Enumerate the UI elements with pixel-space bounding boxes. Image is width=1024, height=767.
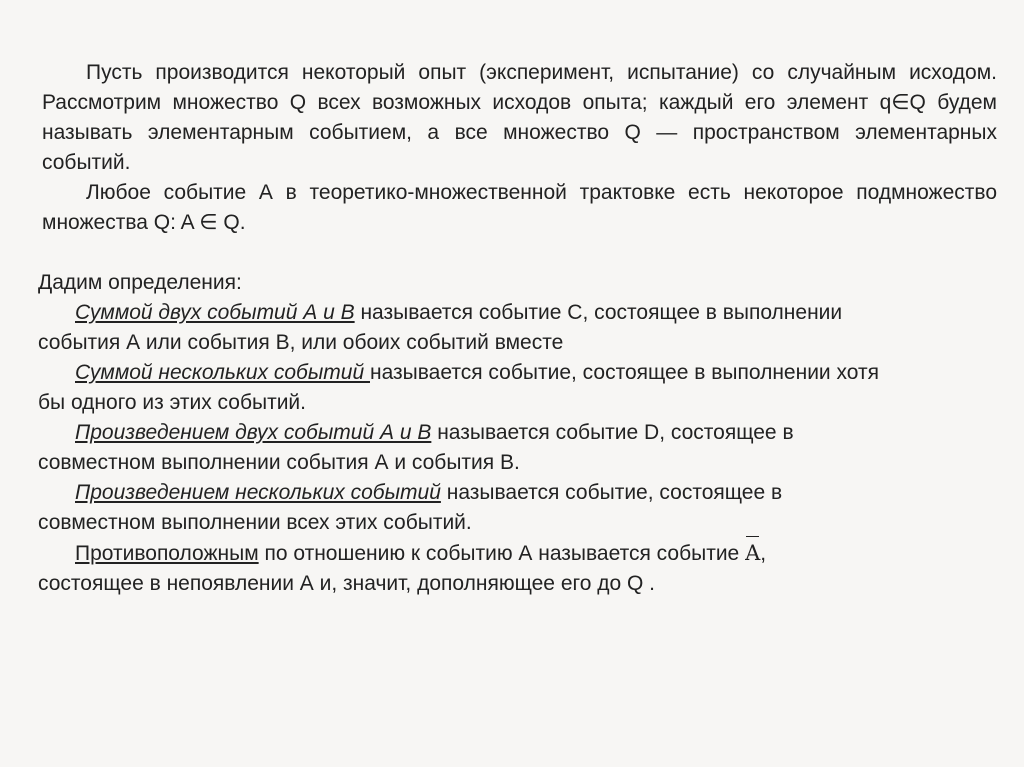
definition-opposite-line2: состоящее в непоявлении А и, значит, дополняющее его до Q . <box>38 572 655 595</box>
definition-product-two-line2: совместном выполнении события А и события В. <box>38 451 520 474</box>
definition-opposite-line1 <box>38 538 983 569</box>
definition-text: называется событие С, состоящее в выполнении <box>354 301 843 324</box>
definition-text: по отношению к событию А называется событие <box>258 542 746 565</box>
a-bar-symbol: A <box>745 538 760 568</box>
definition-term: Произведением двух событий А и В <box>75 421 432 444</box>
definition-term: Произведением нескольких событий <box>75 481 441 504</box>
definition-sum-many-line2: бы одного из этих событий. <box>38 391 306 414</box>
definition-product-two-line1 <box>38 418 983 448</box>
definition-term: Суммой нескольких событий <box>75 361 370 384</box>
definition-sum-two-line2: события А или события В, или обоих событий вместе <box>38 331 564 354</box>
definition-text: называется событие, состоящее в выполнении хотя <box>370 361 879 384</box>
definition-product-many-line1 <box>38 478 983 508</box>
intro-section <box>42 58 997 238</box>
definition-sum-two-line1 <box>38 298 983 328</box>
definition-term: Суммой двух событий А и В <box>75 301 355 324</box>
definition-text-end: , <box>760 542 767 565</box>
definition-product-many-line2: совместном выполнении всех этих событий. <box>38 511 472 534</box>
definition-text: называется событие D, состоящее в <box>431 421 794 444</box>
definition-sum-many-line1 <box>38 358 983 388</box>
definition-term: Противоположным <box>75 542 259 565</box>
definitions-heading: Дадим определения: <box>38 271 242 294</box>
intro-paragraph-1: Пусть производится некоторый опыт (эксперимент, испытание) со случайным исходом. Рассмотрим множество Q всех возможных исходов опыта; каждый его элемент q∈Q будем называть элементарным событием, а все множество Q — пространством элементарных событий. <box>42 61 997 174</box>
definition-text: называется событие, состоящее в <box>440 481 783 504</box>
definitions-section <box>38 268 983 599</box>
intro-paragraph-2: Любое событие А в теоретико-множественной трактовке есть некоторое подмножество множества Q: A ∈ Q. <box>42 181 997 234</box>
